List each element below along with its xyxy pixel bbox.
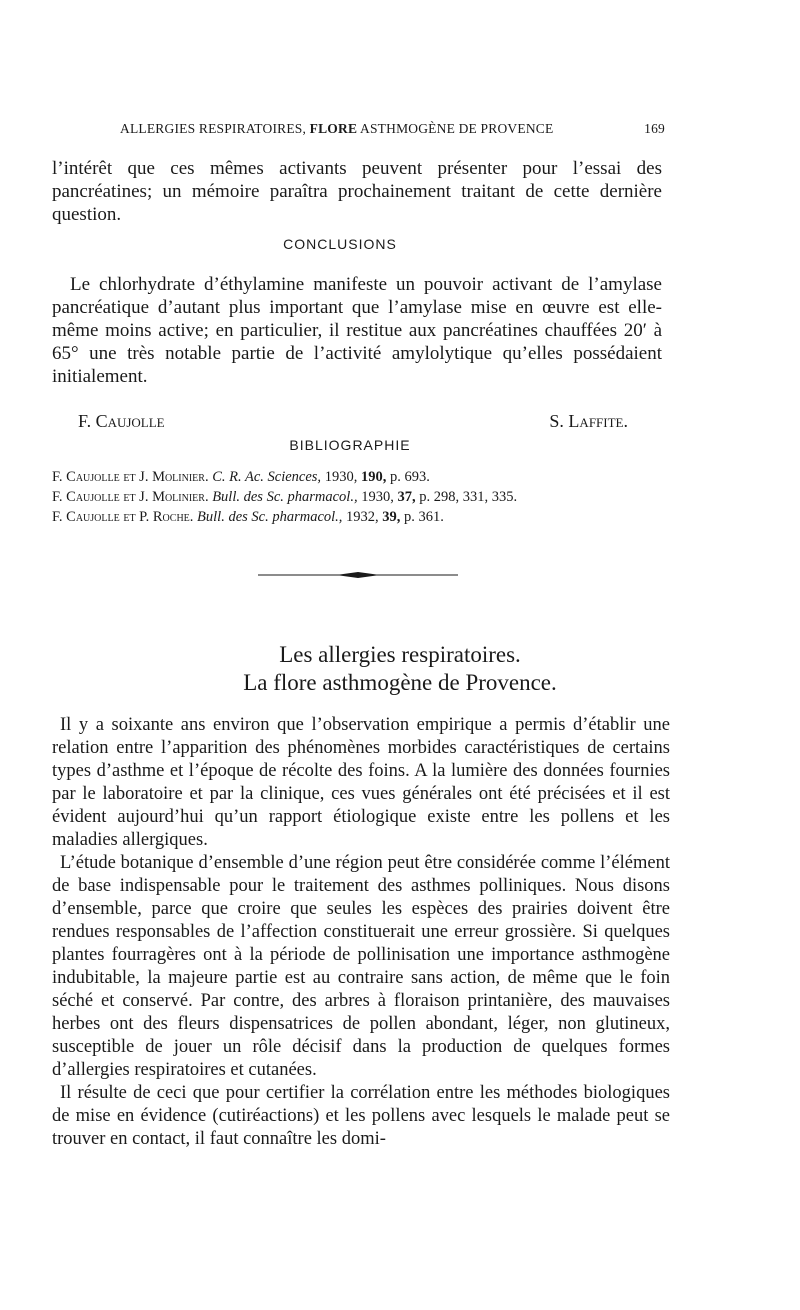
ref-year: 1930, [324, 469, 358, 485]
article-title [0, 641, 800, 697]
conclusions-heading: CONCLUSIONS [283, 236, 397, 252]
ref-year: 1932, [346, 509, 379, 525]
bibliography-entry [52, 467, 672, 487]
article-paragraph: L’étude botanique d’ensemble d’une région peut être considérée comme l’élément de base indispensable pour le traitement des asthmes polliniques. Nous disons d’ensemble, parce que croire que seules les espèces des prairies doivent être rendues responsables de l’affection constituerait une erreur grossière. Si quelques plantes fourragères ont à la période de pollinisation une importance asthmogène indubitable, la majeure partie est au contraire sans action, de même que le foin séché et conservé. Par contre, des arbres à floraison printanière, des mauvaises herbes ont des fleurs dispensatrices de pollen abondant, léger, non glutineux, susceptible de jouer un rôle décisif dans la production de quelques formes d’allergies respiratoires et cutanées. [52, 853, 670, 1080]
bibliography-entry [52, 507, 672, 527]
signature-right: S. Laffite. [549, 411, 628, 431]
article-title-line-2: La flore asthmogène de Provence. [243, 670, 557, 695]
continued-text [52, 157, 662, 226]
running-header [120, 121, 665, 141]
ref-pages: p. 298, 331, 335. [419, 489, 518, 505]
bibliography-heading: BIBLIOGRAPHIE [289, 437, 411, 453]
ref-volume: 39, [382, 509, 401, 525]
article-paragraph: Il y a soixante ans environ que l’observation empirique a permis d’établir une relation entre l’apparition des phénomènes morbides caractéristiques de certains types d’asthme et l’époque de récolte des foins. A la lumière des données fournies par le laboratoire et par la clinique, ces vues générales ont été précisées et il est évident aujourd’hui qu’un rapport étiologique existe entre les pollens et les maladies allergiques. [52, 715, 670, 850]
ref-pages: p. 361. [404, 509, 444, 525]
running-title-part-2: FLORE [309, 121, 358, 136]
running-title-part-1: ALLERGIES RESPIRATOIRES, [120, 121, 307, 136]
ref-pages: p. 693. [389, 469, 430, 485]
page-number: 169 [644, 121, 665, 136]
ref-authors: F. Caujolle et J. Molinier. [52, 469, 209, 485]
section-divider-ornament [258, 571, 458, 579]
signature-left: F. Caujolle [78, 411, 165, 431]
conclusions-paragraph: Le chlorhydrate d’éthylamine manifeste un pouvoir activant de l’amylase pancréatique d’autant plus important que l’amylase mise en œuvre est elle-même moins active; en particulier, il restitue aux pancréatines chauffées 20′ à 65° une très notable partie de l’activité amylolytique qu’elles possédaient initialement. [52, 274, 662, 387]
ref-volume: 190, [360, 469, 387, 485]
ref-volume: 37, [397, 489, 416, 505]
ref-authors: F. Caujolle et J. Molinier. [52, 489, 209, 505]
bibliography-list [52, 467, 672, 527]
article-paragraph: Il résulte de ceci que pour certifier la corrélation entre les méthodes biologiques de mise en évidence (cutiréactions) et les pollens avec lesquels le malade peut se trouver en contact, il faut connaître les domi- [52, 1083, 670, 1149]
author-signatures [78, 411, 628, 435]
continued-paragraph: l’intérêt que ces mêmes activants peuvent présenter pour l’essai des pancréatines; un mémoire paraîtra prochainement traitant de cette dernière question. [52, 158, 662, 225]
running-title-part-3: ASTHMOGÈNE DE PROVENCE [360, 121, 554, 136]
article-title-line-1: Les allergies respiratoires. [279, 642, 521, 667]
ref-source: Bull. des Sc. pharmacol., [212, 489, 358, 505]
bibliography-entry [52, 487, 672, 507]
ref-source: C. R. Ac. Sciences, [212, 469, 322, 485]
article-body [52, 714, 670, 1151]
conclusions-section [52, 273, 662, 388]
ref-year: 1930, [361, 489, 394, 505]
running-title [120, 121, 553, 137]
ref-source: Bull. des Sc. pharmacol., [197, 509, 343, 525]
ref-authors: F. Caujolle et P. Roche. [52, 509, 194, 525]
